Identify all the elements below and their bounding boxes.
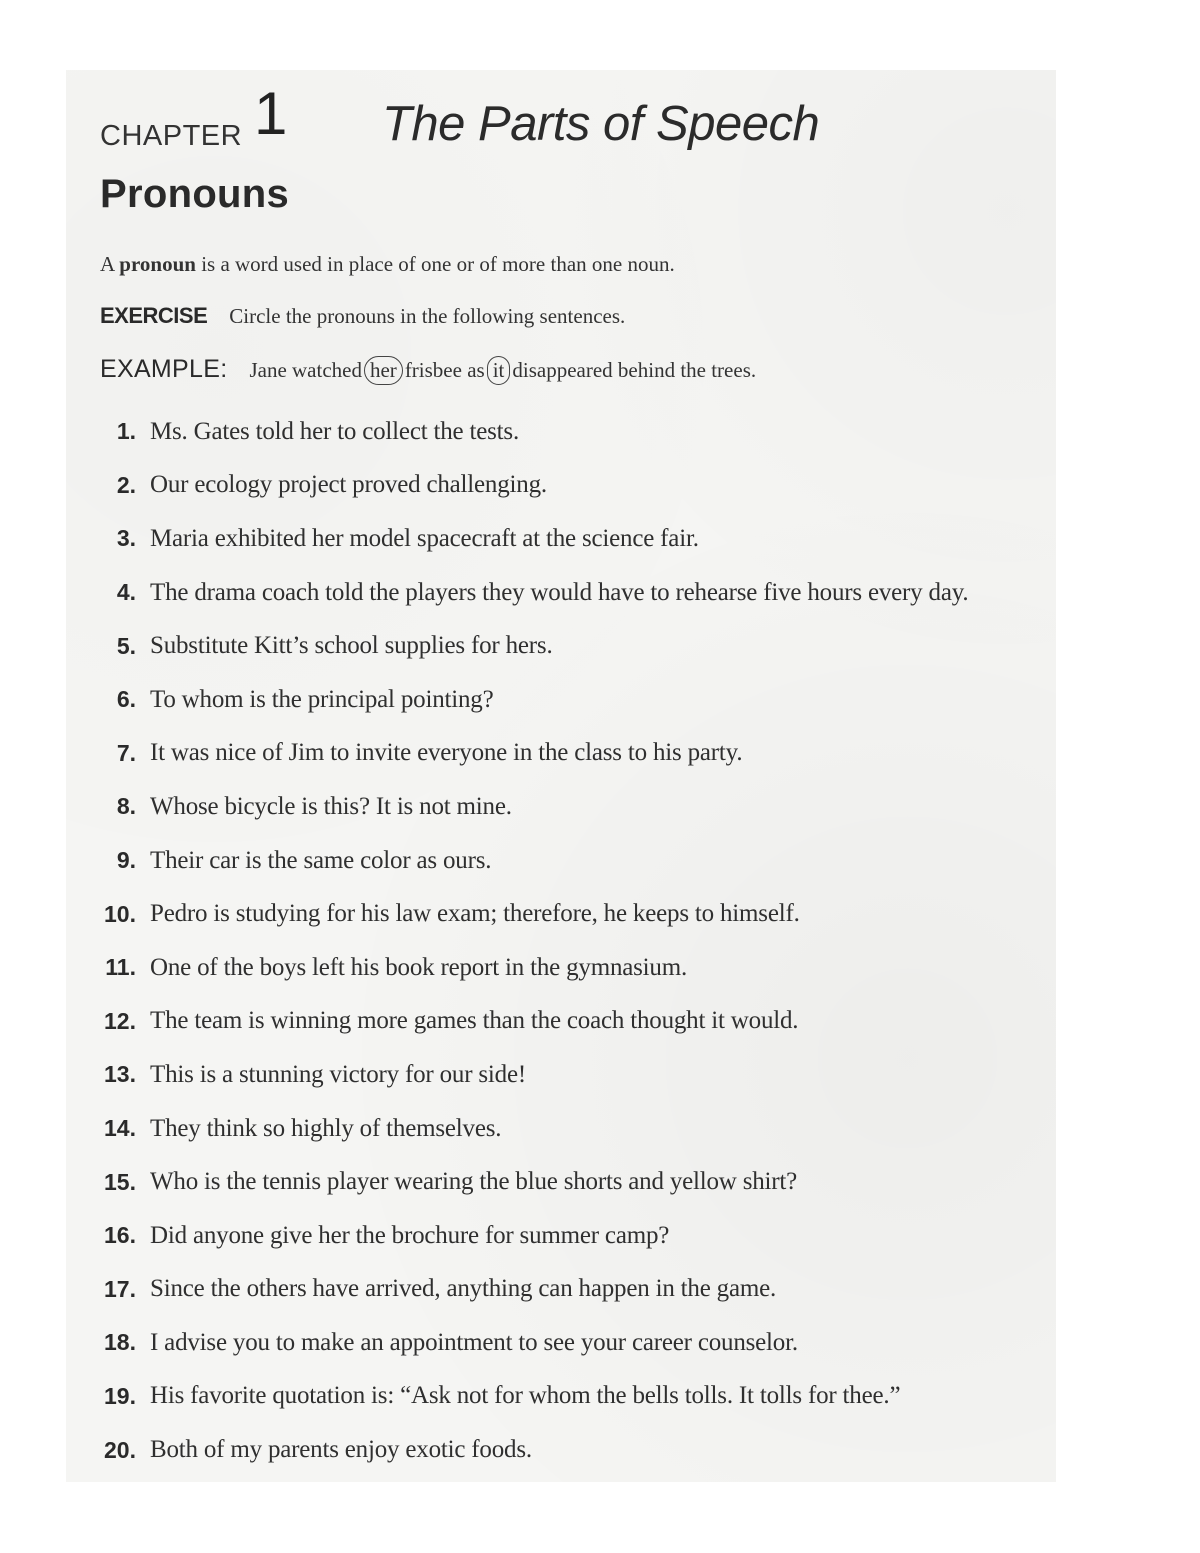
item-sentence: I advise you to make an appointment to see your career counselor.	[150, 1328, 798, 1356]
item-sentence: Pedro is studying for his law exam; therefore, he keeps to himself.	[150, 900, 800, 928]
list-item	[90, 1209, 1080, 1263]
item-number: 12.	[104, 1007, 136, 1034]
item-sentence: The drama coach told the players they would have to rehearse five hours every day.	[150, 578, 969, 606]
chapter-title: The Parts of Speech	[382, 97, 820, 151]
item-number: 6.	[116, 686, 136, 713]
item-number: 2.	[116, 471, 136, 498]
list-item	[90, 1316, 1080, 1370]
list-item	[90, 1370, 1080, 1424]
list-item	[90, 941, 1080, 995]
item-number: 9.	[116, 847, 136, 874]
item-number: 4.	[116, 579, 136, 606]
item-number: 18.	[104, 1329, 136, 1356]
item-sentence: Who is the tennis player wearing the blue shorts and yellow shirt?	[150, 1168, 798, 1196]
list-item	[90, 1423, 1080, 1477]
pronoun-definition	[100, 252, 675, 277]
item-number: 16.	[104, 1222, 136, 1249]
example-label: EXAMPLE:	[100, 355, 228, 383]
list-item	[90, 834, 1080, 888]
list-item	[90, 405, 1080, 459]
example-part-2: frisbee as	[404, 358, 485, 382]
exercise-text: Circle the pronouns in the following sentences.	[229, 304, 626, 328]
item-sentence: Substitute Kitt’s school supplies for hers.	[150, 632, 553, 660]
list-item	[90, 673, 1080, 727]
item-sentence: It was nice of Jim to invite everyone in the class to his party.	[150, 739, 743, 767]
list-item	[90, 459, 1080, 513]
list-item	[90, 727, 1080, 781]
item-number: 5.	[116, 632, 136, 659]
exercise-label: EXERCISE	[100, 303, 208, 328]
item-sentence: One of the boys left his book report in the gymnasium.	[150, 953, 688, 981]
item-number: 19.	[104, 1382, 136, 1409]
item-sentence: Whose bicycle is this? It is not mine.	[150, 792, 512, 820]
example-circled-it: it	[487, 356, 511, 385]
list-item	[90, 1263, 1080, 1317]
example-sentence	[100, 355, 756, 385]
item-sentence: To whom is the principal pointing?	[150, 685, 494, 713]
list-item	[90, 887, 1080, 941]
list-item	[90, 1155, 1080, 1209]
definition-term: pronoun	[119, 252, 196, 276]
item-number: 1.	[116, 418, 136, 445]
item-sentence: Both of my parents enjoy exotic foods.	[150, 1436, 532, 1464]
list-item	[90, 995, 1080, 1049]
item-number: 7.	[116, 739, 136, 766]
item-sentence: They think so highly of themselves.	[150, 1114, 502, 1142]
list-item	[90, 512, 1080, 566]
item-number: 17.	[104, 1275, 136, 1302]
item-number: 11.	[105, 954, 136, 981]
item-number: 20.	[104, 1436, 136, 1463]
item-number: 10.	[104, 900, 136, 927]
list-item	[90, 1048, 1080, 1102]
item-number: 13.	[104, 1061, 136, 1088]
item-sentence: Their car is the same color as ours.	[150, 846, 492, 874]
item-sentence: Since the others have arrived, anything can happen in the game.	[150, 1275, 777, 1303]
example-part-1: Jane watched	[249, 358, 362, 382]
item-sentence: The team is winning more games than the coach thought it would.	[150, 1007, 799, 1035]
list-item	[90, 1102, 1080, 1156]
definition-rest: is a word used in place of one or of more than one noun.	[201, 252, 675, 276]
list-item	[90, 780, 1080, 834]
item-sentence: This is a stunning victory for our side!	[150, 1060, 526, 1088]
item-number: 3.	[116, 525, 136, 552]
item-sentence: Did anyone give her the brochure for summer camp?	[150, 1221, 670, 1249]
item-number: 8.	[116, 793, 136, 820]
item-number: 15.	[104, 1168, 136, 1195]
exercise-list	[90, 405, 1080, 1477]
definition-lead: A	[100, 252, 115, 276]
chapter-header	[100, 80, 1000, 164]
item-sentence: Ms. Gates told her to collect the tests.	[150, 417, 520, 445]
chapter-number: 1	[254, 80, 288, 147]
section-title: Pronouns	[100, 172, 290, 216]
chapter-label: CHAPTER	[100, 120, 243, 152]
item-sentence: Our ecology project proved challenging.	[150, 471, 547, 499]
example-circled-her: her	[364, 356, 403, 385]
example-part-3: disappeared behind the trees.	[512, 358, 757, 382]
list-item	[90, 619, 1080, 673]
list-item	[90, 566, 1080, 620]
exercise-instruction	[100, 303, 625, 329]
item-sentence: Maria exhibited her model spacecraft at the science fair.	[150, 524, 699, 552]
item-number: 14.	[104, 1115, 136, 1142]
item-sentence: His favorite quotation is: “Ask not for whom the bells tolls. It tolls for thee.”	[150, 1382, 901, 1410]
